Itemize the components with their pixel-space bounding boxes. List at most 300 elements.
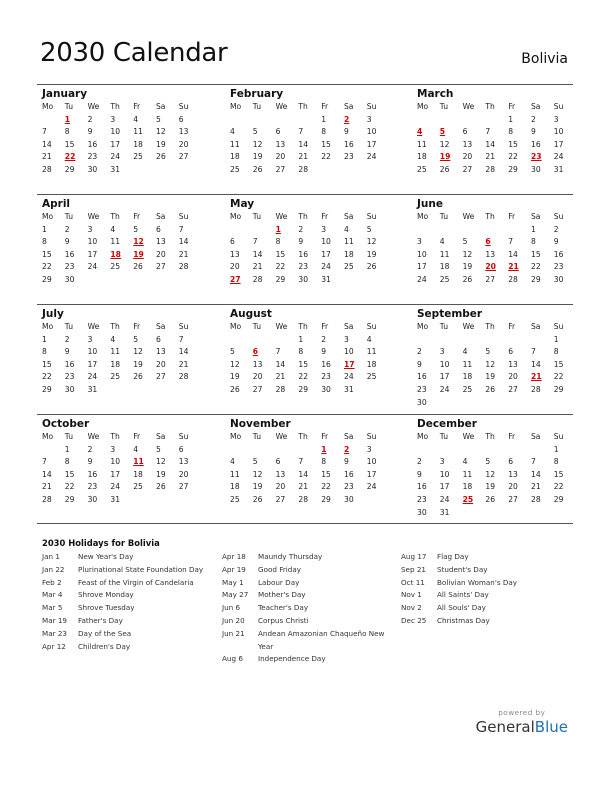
day: 23 bbox=[321, 372, 331, 382]
day: 16 bbox=[87, 139, 98, 149]
day: 2 bbox=[87, 444, 93, 454]
weekday-header: Sa bbox=[155, 322, 166, 331]
weekday-header: Tu bbox=[252, 322, 262, 331]
holiday-item bbox=[401, 564, 573, 577]
day: 15 bbox=[530, 249, 541, 259]
day: 29 bbox=[553, 384, 564, 394]
day: 2 bbox=[64, 224, 70, 234]
brand-name-part1: General bbox=[475, 718, 535, 736]
day: 13 bbox=[252, 359, 263, 369]
day: 20 bbox=[155, 249, 166, 259]
day: 18 bbox=[230, 152, 240, 162]
day-grid bbox=[225, 101, 385, 177]
weekday-header: Su bbox=[553, 432, 564, 441]
weekday-header: Su bbox=[178, 212, 189, 221]
holiday-item bbox=[222, 615, 394, 628]
holiday-name: New Year's Day bbox=[78, 552, 134, 561]
day: 24 bbox=[87, 372, 98, 382]
day: 6 bbox=[230, 237, 235, 247]
day: 20 bbox=[230, 262, 240, 272]
weekday-header: Su bbox=[366, 322, 377, 331]
day: 12 bbox=[439, 139, 450, 149]
holiday-item bbox=[42, 577, 214, 590]
month-name: October bbox=[42, 418, 90, 430]
day: 13 bbox=[275, 139, 286, 149]
holiday-name: Andean Amazonian Chaqueño New Year bbox=[258, 628, 385, 651]
day-grid bbox=[412, 211, 572, 287]
calendar-grid bbox=[37, 84, 573, 524]
holiday-day: 23 bbox=[530, 152, 542, 162]
holiday-date: Nov 1 bbox=[401, 590, 422, 600]
day: 16 bbox=[64, 249, 75, 259]
holiday-name: Day of the Sea bbox=[78, 628, 132, 638]
day: 15 bbox=[508, 139, 518, 149]
weekday-header: Tu bbox=[252, 102, 262, 111]
holiday-item bbox=[42, 602, 214, 615]
powered-by-text: powered by bbox=[498, 708, 546, 717]
day: 8 bbox=[298, 347, 304, 357]
holiday-day: 22 bbox=[64, 152, 76, 162]
weekday-header: Fr bbox=[133, 102, 141, 111]
day: 23 bbox=[343, 152, 354, 162]
day: 7 bbox=[42, 457, 47, 467]
day: 25 bbox=[133, 482, 143, 492]
weekday-header: Tu bbox=[64, 102, 74, 111]
day: 15 bbox=[64, 139, 75, 149]
day: 9 bbox=[87, 127, 93, 137]
holiday-day: 6 bbox=[252, 347, 259, 357]
day: 31 bbox=[110, 494, 121, 504]
day: 3 bbox=[321, 224, 327, 234]
day: 17 bbox=[553, 139, 564, 149]
holiday-date: Apr 12 bbox=[42, 641, 66, 651]
empty-cell bbox=[225, 114, 248, 127]
day: 9 bbox=[417, 469, 422, 479]
day: 5 bbox=[485, 347, 491, 357]
holiday-item bbox=[42, 564, 214, 577]
day: 29 bbox=[275, 274, 286, 284]
month-name: January bbox=[42, 88, 88, 100]
day: 17 bbox=[321, 249, 331, 259]
day: 22 bbox=[508, 152, 518, 162]
brand-logo bbox=[476, 708, 568, 736]
day: 24 bbox=[321, 262, 331, 272]
holiday-date: Sep 21 bbox=[401, 564, 426, 574]
holiday-day: 25 bbox=[462, 494, 474, 504]
empty-cell bbox=[503, 224, 526, 237]
empty-cell bbox=[503, 444, 526, 457]
day: 19 bbox=[155, 139, 166, 149]
month-september bbox=[412, 307, 572, 409]
holiday-date: Jun 21 bbox=[222, 628, 245, 638]
day: 19 bbox=[485, 482, 496, 492]
empty-cell bbox=[412, 444, 435, 457]
day: 8 bbox=[275, 237, 281, 247]
weekday-header: Sa bbox=[343, 322, 354, 331]
weekday-header: Fr bbox=[508, 322, 516, 331]
day: 15 bbox=[275, 249, 286, 259]
empty-cell bbox=[435, 224, 458, 237]
day: 7 bbox=[252, 237, 258, 247]
weekday-header: We bbox=[87, 322, 100, 331]
day: 10 bbox=[110, 457, 121, 467]
day: 5 bbox=[230, 347, 235, 357]
day: 14 bbox=[530, 469, 541, 479]
day: 4 bbox=[230, 127, 235, 137]
day: 21 bbox=[298, 482, 309, 492]
day: 4 bbox=[133, 114, 139, 124]
day: 7 bbox=[275, 347, 281, 357]
day: 6 bbox=[462, 127, 468, 137]
day: 22 bbox=[42, 262, 52, 272]
day: 12 bbox=[366, 237, 377, 247]
empty-cell bbox=[458, 114, 481, 127]
day: 19 bbox=[252, 152, 263, 162]
holiday-date: Dec 25 bbox=[401, 615, 427, 625]
weekday-header: Fr bbox=[321, 432, 329, 441]
day: 17 bbox=[366, 139, 377, 149]
holiday-item bbox=[222, 628, 394, 654]
day: 30 bbox=[530, 164, 541, 174]
day: 9 bbox=[530, 127, 536, 137]
day: 11 bbox=[230, 469, 240, 479]
empty-cell bbox=[271, 444, 294, 457]
day: 21 bbox=[178, 249, 189, 259]
holiday-day: 1 bbox=[321, 444, 327, 454]
weekday-header: Sa bbox=[343, 212, 354, 221]
weekday-header: Sa bbox=[155, 102, 166, 111]
day: 20 bbox=[508, 482, 518, 492]
holiday-item bbox=[42, 589, 214, 602]
holiday-item bbox=[222, 577, 394, 590]
empty-cell bbox=[435, 444, 458, 457]
weekday-header: Su bbox=[178, 102, 189, 111]
day: 12 bbox=[485, 469, 496, 479]
day: 23 bbox=[553, 262, 564, 272]
weekday-header: Su bbox=[366, 432, 377, 441]
empty-cell bbox=[458, 224, 481, 237]
day: 15 bbox=[321, 139, 331, 149]
day-grid bbox=[37, 321, 197, 397]
day: 14 bbox=[42, 469, 52, 479]
day: 7 bbox=[178, 224, 184, 234]
day: 27 bbox=[275, 494, 286, 504]
day-grid bbox=[37, 211, 197, 287]
empty-cell bbox=[271, 114, 294, 127]
holidays-column-3 bbox=[401, 551, 573, 628]
day: 24 bbox=[553, 152, 564, 162]
holiday-name: Teacher's Day bbox=[258, 603, 309, 613]
month-name: June bbox=[417, 198, 443, 210]
day: 8 bbox=[553, 347, 559, 357]
empty-cell bbox=[412, 114, 435, 127]
month-july bbox=[37, 307, 197, 397]
holiday-name: Plurinational State Foundation Day bbox=[78, 564, 204, 574]
month-may bbox=[225, 197, 385, 287]
day: 31 bbox=[439, 507, 450, 517]
day: 17 bbox=[417, 262, 427, 272]
empty-cell bbox=[225, 224, 248, 237]
holiday-day: 2 bbox=[343, 444, 350, 454]
weekday-header: Th bbox=[298, 212, 308, 221]
day: 26 bbox=[252, 164, 263, 174]
day: 25 bbox=[439, 274, 450, 284]
weekday-header: Su bbox=[366, 212, 377, 221]
weekday-header: Su bbox=[178, 432, 189, 441]
day: 28 bbox=[178, 262, 189, 272]
day: 27 bbox=[485, 274, 496, 284]
day: 24 bbox=[366, 482, 377, 492]
day: 1 bbox=[553, 334, 559, 344]
day: 13 bbox=[230, 249, 240, 259]
day: 3 bbox=[343, 334, 349, 344]
day: 7 bbox=[508, 237, 514, 247]
day: 9 bbox=[553, 237, 559, 247]
weekday-header: Sa bbox=[530, 432, 541, 441]
day: 3 bbox=[110, 114, 116, 124]
month-row bbox=[37, 84, 573, 194]
holiday-day: 17 bbox=[343, 359, 355, 369]
weekday-header: Tu bbox=[439, 322, 449, 331]
day: 27 bbox=[178, 482, 189, 492]
day: 3 bbox=[439, 347, 445, 357]
holiday-day: 18 bbox=[110, 249, 121, 259]
day: 28 bbox=[530, 384, 541, 394]
day: 7 bbox=[42, 127, 47, 137]
holiday-day: 1 bbox=[275, 224, 281, 234]
holidays-column-2 bbox=[222, 551, 394, 666]
day: 7 bbox=[298, 457, 304, 467]
day: 29 bbox=[553, 494, 564, 504]
day: 11 bbox=[110, 347, 121, 357]
day: 24 bbox=[87, 262, 98, 272]
month-name: November bbox=[230, 418, 291, 430]
day: 18 bbox=[417, 152, 427, 162]
day: 11 bbox=[343, 237, 354, 247]
weekday-header: Fr bbox=[508, 432, 516, 441]
empty-cell bbox=[526, 334, 549, 347]
day: 23 bbox=[417, 494, 427, 504]
weekday-header: Th bbox=[485, 432, 495, 441]
month-august bbox=[225, 307, 385, 397]
day: 3 bbox=[110, 444, 116, 454]
weekday-header: Mo bbox=[42, 212, 54, 221]
weekday-header: Mo bbox=[417, 432, 429, 441]
day: 4 bbox=[133, 444, 139, 454]
day-grid bbox=[37, 431, 197, 507]
weekday-header: Su bbox=[553, 322, 564, 331]
day: 25 bbox=[366, 372, 377, 382]
day: 27 bbox=[275, 164, 286, 174]
day: 16 bbox=[553, 249, 564, 259]
day: 15 bbox=[298, 359, 309, 369]
day: 24 bbox=[366, 152, 377, 162]
day: 23 bbox=[87, 482, 98, 492]
weekday-header: Tu bbox=[64, 432, 74, 441]
day: 8 bbox=[321, 457, 327, 467]
day: 1 bbox=[298, 334, 304, 344]
day: 14 bbox=[298, 469, 309, 479]
month-name: July bbox=[42, 308, 64, 320]
weekday-header: We bbox=[275, 102, 288, 111]
day: 5 bbox=[133, 334, 139, 344]
day: 25 bbox=[230, 494, 240, 504]
month-june bbox=[412, 197, 572, 287]
holiday-date: Nov 2 bbox=[401, 603, 422, 613]
holiday-name: Corpus Christi bbox=[258, 615, 309, 625]
day: 14 bbox=[275, 359, 286, 369]
day: 2 bbox=[87, 114, 93, 124]
day: 6 bbox=[155, 224, 161, 234]
day: 1 bbox=[64, 444, 70, 454]
day: 25 bbox=[417, 164, 427, 174]
day: 16 bbox=[87, 469, 98, 479]
month-october bbox=[37, 417, 197, 507]
empty-cell bbox=[480, 114, 503, 127]
day: 31 bbox=[321, 274, 331, 284]
day: 28 bbox=[178, 372, 189, 382]
empty-cell bbox=[503, 334, 526, 347]
day: 14 bbox=[508, 249, 518, 259]
day: 24 bbox=[439, 384, 450, 394]
holiday-date: Feb 2 bbox=[42, 577, 62, 587]
weekday-header: Sa bbox=[155, 212, 166, 221]
day: 13 bbox=[508, 359, 518, 369]
day: 12 bbox=[133, 347, 143, 357]
weekday-header: Th bbox=[110, 432, 120, 441]
holiday-date: Apr 18 bbox=[222, 552, 246, 561]
holiday-date: Mar 19 bbox=[42, 615, 67, 625]
weekday-header: We bbox=[462, 102, 475, 111]
day: 13 bbox=[178, 457, 189, 467]
day: 30 bbox=[321, 384, 331, 394]
day: 2 bbox=[417, 347, 422, 357]
day: 27 bbox=[252, 384, 263, 394]
day: 21 bbox=[252, 262, 263, 272]
day: 10 bbox=[439, 359, 450, 369]
day: 5 bbox=[155, 444, 161, 454]
day: 23 bbox=[87, 152, 98, 162]
day: 30 bbox=[417, 507, 427, 517]
day: 6 bbox=[275, 457, 281, 467]
month-name: September bbox=[417, 308, 483, 320]
day: 5 bbox=[155, 114, 161, 124]
weekday-header: Fr bbox=[321, 212, 329, 221]
day: 24 bbox=[110, 152, 121, 162]
day: 21 bbox=[485, 152, 496, 162]
day: 11 bbox=[462, 359, 473, 369]
country-label: Bolivia bbox=[521, 51, 568, 67]
holiday-day: 1 bbox=[64, 114, 71, 124]
day: 8 bbox=[64, 457, 70, 467]
day: 3 bbox=[366, 444, 372, 454]
weekday-header: We bbox=[275, 322, 288, 331]
day: 15 bbox=[321, 469, 331, 479]
day: 30 bbox=[417, 397, 427, 407]
day: 28 bbox=[252, 274, 263, 284]
day: 22 bbox=[321, 152, 331, 162]
weekday-header: Sa bbox=[530, 102, 541, 111]
weekday-header: Tu bbox=[439, 432, 449, 441]
day: 16 bbox=[64, 359, 75, 369]
day: 15 bbox=[553, 469, 564, 479]
day: 12 bbox=[230, 359, 240, 369]
day: 5 bbox=[366, 224, 372, 234]
day: 28 bbox=[530, 494, 541, 504]
holiday-day: 27 bbox=[230, 274, 241, 284]
day: 21 bbox=[530, 482, 541, 492]
day: 29 bbox=[64, 164, 75, 174]
day: 29 bbox=[321, 494, 331, 504]
day: 10 bbox=[366, 457, 377, 467]
day: 5 bbox=[252, 127, 258, 137]
day: 5 bbox=[485, 457, 491, 467]
day: 9 bbox=[343, 457, 349, 467]
holiday-item bbox=[42, 628, 214, 641]
empty-cell bbox=[37, 444, 60, 457]
day: 5 bbox=[252, 457, 258, 467]
empty-cell bbox=[458, 334, 481, 347]
weekday-header: Mo bbox=[230, 212, 242, 221]
day: 2 bbox=[321, 334, 327, 344]
day: 25 bbox=[110, 372, 121, 382]
empty-cell bbox=[248, 114, 271, 127]
brand-name-part2: Blue bbox=[534, 718, 568, 736]
day: 15 bbox=[42, 249, 52, 259]
day: 24 bbox=[110, 482, 121, 492]
day: 27 bbox=[178, 152, 189, 162]
day: 18 bbox=[439, 262, 450, 272]
holiday-day: 6 bbox=[485, 237, 491, 247]
day: 13 bbox=[508, 469, 518, 479]
day: 4 bbox=[230, 457, 235, 467]
day: 9 bbox=[64, 347, 70, 357]
day: 29 bbox=[530, 274, 541, 284]
weekday-header: Fr bbox=[508, 212, 516, 221]
day: 2 bbox=[298, 224, 304, 234]
day: 1 bbox=[321, 114, 327, 124]
holiday-name: Student's Day bbox=[437, 564, 488, 574]
day: 19 bbox=[462, 262, 473, 272]
day: 30 bbox=[87, 494, 98, 504]
holiday-date: Aug 6 bbox=[222, 654, 243, 664]
day: 21 bbox=[42, 482, 52, 492]
day: 6 bbox=[508, 347, 514, 357]
day: 11 bbox=[110, 237, 121, 247]
holiday-day: 11 bbox=[133, 457, 144, 467]
day: 26 bbox=[485, 494, 496, 504]
weekday-header: Fr bbox=[133, 322, 141, 331]
weekday-header: We bbox=[462, 322, 475, 331]
day: 16 bbox=[343, 469, 354, 479]
day: 10 bbox=[87, 347, 98, 357]
day: 26 bbox=[133, 262, 143, 272]
day: 20 bbox=[508, 372, 518, 382]
day: 24 bbox=[343, 372, 354, 382]
day: 6 bbox=[155, 334, 161, 344]
month-row bbox=[37, 414, 573, 524]
day: 28 bbox=[508, 274, 518, 284]
day: 11 bbox=[439, 249, 450, 259]
empty-cell bbox=[271, 334, 294, 347]
weekday-header: Tu bbox=[64, 212, 74, 221]
weekday-header: Fr bbox=[133, 432, 141, 441]
empty-cell bbox=[293, 444, 316, 457]
day: 3 bbox=[87, 224, 93, 234]
holiday-day: 5 bbox=[439, 127, 446, 137]
weekday-header: Th bbox=[485, 322, 495, 331]
day: 13 bbox=[275, 469, 286, 479]
